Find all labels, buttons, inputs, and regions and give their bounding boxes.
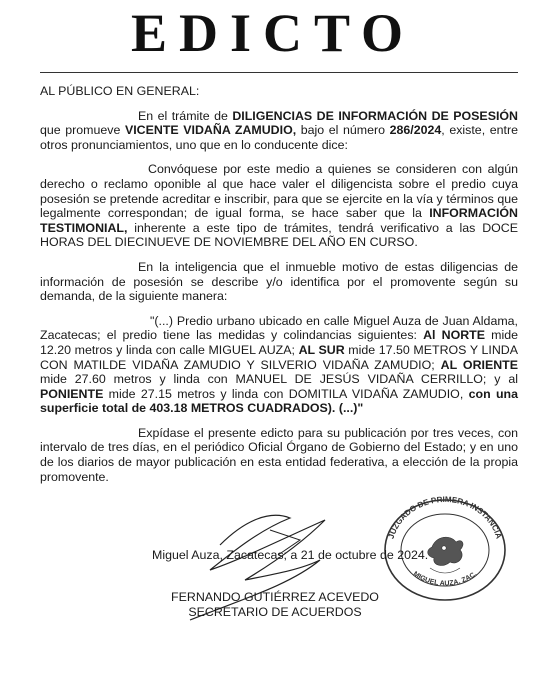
paragraph-intro — [40, 109, 518, 153]
bold-text: AL ORIENTE — [440, 357, 519, 372]
paragraph-property-quote — [40, 314, 518, 416]
signer-title: SECRETARIO DE ACUERDOS — [188, 604, 362, 619]
svg-text:JUZGADO DE PRIMERA INSTANCIA — [387, 495, 504, 540]
eagle-emblem-icon — [428, 537, 463, 573]
bold-text: INFORMACIÓN TESTIMONIAL, — [40, 206, 518, 235]
text: bajo el número — [296, 123, 390, 138]
signer-name: FERNANDO GUTIÉRREZ ACEVEDO — [171, 590, 379, 604]
document-body — [40, 84, 518, 494]
bold-text: AL SUR — [298, 342, 345, 357]
text: mide 27.60 metros y linda con MANUEL DE JESÚS VIDAÑA CERRILLO; y al — [40, 372, 518, 387]
paragraph-description-intro — [40, 260, 518, 304]
text: mide 27.15 metros y linda con DOMITILA VIDAÑA ZAMUDIO, — [103, 386, 469, 401]
text: En la inteligencia que el inmueble motivo de estas diligencias de información de posesión se describe y/o identifica por el promovente según su demanda, de la siguiente manera: — [40, 259, 518, 304]
text: que promueve — [40, 123, 125, 138]
text: mide 17.50 METROS Y LINDA CON MATILDE VIDAÑA ZAMUDIO Y SILVERIO VIDAÑA ZAMUDIO; — [40, 342, 518, 372]
greeting: AL PÚBLICO EN GENERAL: — [40, 84, 200, 98]
paragraph-publication — [40, 426, 518, 484]
text: mide 12.20 metros y linda con calle MIGUEL AUZA; — [40, 328, 518, 357]
seal-bottom-text: MIGUEL AUZA, ZAC. — [411, 570, 479, 588]
signature-block — [160, 590, 390, 619]
text: "(...) Predio urbano ubicado en calle Miguel Auza de Juan Aldama, Zacatecas; el predio tiene las medidas y colindancias siguientes: — [40, 313, 518, 343]
bold-text: con una superficie total de 403.18 METROS CUADRADOS). (...)" — [40, 386, 518, 416]
text: inherente a este tipo de trámites, tendrá verificativo a las DOCE HORAS DEL DIECINUEVE DE NOVIEMBRE DEL AÑO EN CURSO. — [40, 220, 518, 250]
bold-text: PONIENTE — [40, 386, 104, 401]
bold-text: VICENTE VIDAÑA ZAMUDIO, — [124, 123, 297, 138]
text: Expídase el presente edicto para su publicación por tres veces, con intervalo de tres días, en el periódico Oficial Órgano de Gobierno del Estado; y en uno de los diarios de mayor publicación en esta entidad federativa, a elección de la propia promovente. — [40, 425, 518, 484]
court-seal — [370, 492, 520, 602]
text: , existe, entre otros pronunciamientos, uno que en lo conducente dice: — [40, 123, 518, 152]
seal-top-text: JUZGADO DE PRIMERA INSTANCIA — [386, 494, 504, 540]
place-and-date: Miguel Auza, Zacatecas; a 21 de octubre de 2024. — [152, 548, 429, 562]
title-underline — [40, 72, 518, 73]
bold-text: Al NORTE — [423, 328, 485, 343]
paragraph-summons — [40, 162, 518, 250]
document-title: EDICTO — [130, 3, 416, 63]
bold-text: 286/2024 — [389, 123, 442, 138]
bold-text: DILIGENCIAS DE INFORMACIÓN DE POSESIÓN — [232, 108, 518, 123]
text: En el trámite de — [138, 108, 233, 123]
text: Convóquese por este medio a quienes se consideren con algún derecho o reclamo oponible al que hace valer el diligencista sobre el predio cuya posesión se pretende acreditar e inscribir, para que se ejercite en la vía y términos que legalmente correspondan; de igual forma, se hace saber que la — [40, 162, 518, 221]
